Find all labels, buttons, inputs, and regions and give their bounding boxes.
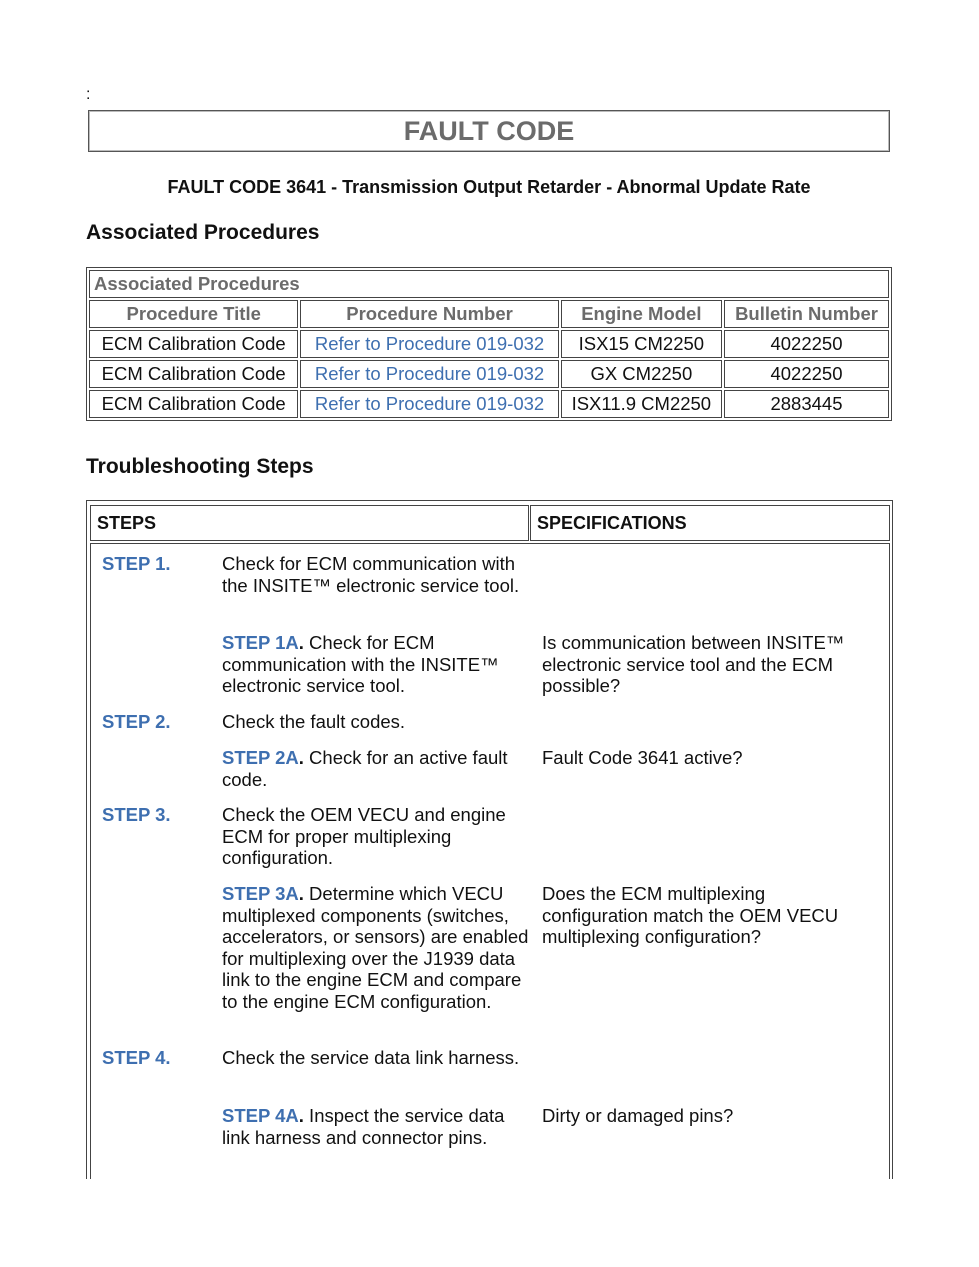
procedure-title-cell: ECM Calibration Code — [89, 330, 298, 358]
table-caption: Associated Procedures — [89, 270, 889, 298]
specifications-column-header: SPECIFICATIONS — [530, 505, 890, 541]
table-row — [89, 390, 889, 418]
step-3a-text: Determine which VECU multiplexed components (switches, accelerators, or sensors) are enabled for multiplexing over the J1939 data link to the engine ECM and compare to the engine ECM configuration. — [222, 883, 529, 1012]
engine-model-cell: GX CM2250 — [561, 360, 722, 388]
step-1a-spec: Is communication between INSITE™ electronic service tool and the ECM possible? — [542, 632, 845, 697]
step-4a: STEP 4A. Inspect the service data link harness and connector pins. — [222, 1105, 505, 1148]
step-3a-spec: Does the ECM multiplexing configuration match the OEM VECU multiplexing configuration? — [542, 883, 839, 948]
step-4a-text: Inspect the service data link harness and connector pins. — [222, 1105, 505, 1148]
bulletin-number-cell: 4022250 — [724, 360, 889, 388]
step-3-label: STEP 3. — [102, 804, 171, 825]
fault-code-banner: FAULT CODE — [88, 110, 890, 152]
procedure-title-cell: ECM Calibration Code — [89, 360, 298, 388]
step-1-label: STEP 1. — [102, 553, 171, 574]
troubleshooting-table — [86, 500, 893, 1179]
step-1-text: Check for ECM communication with the INSITE™ electronic service tool. — [222, 553, 520, 596]
step-2-text: Check the fault codes. — [222, 711, 406, 732]
table-row — [89, 330, 889, 358]
step-4a-spec: Dirty or damaged pins? — [542, 1105, 734, 1126]
procedure-title-cell: ECM Calibration Code — [89, 390, 298, 418]
column-header-engine-model: Engine Model — [561, 300, 722, 328]
column-header-procedure-number: Procedure Number — [300, 300, 558, 328]
step-1a-text: Check for ECM communication with the INSITE™ electronic service tool. — [222, 632, 499, 697]
step-3a-label: STEP 3A — [222, 883, 299, 904]
step-4a-label: STEP 4A — [222, 1105, 299, 1126]
step-1a-label: STEP 1A — [222, 632, 299, 653]
steps-body — [90, 543, 890, 1179]
associated-procedures-heading: Associated Procedures — [86, 221, 320, 244]
procedure-link[interactable]: Refer to Procedure 019-032 — [300, 360, 558, 388]
steps-column-header: STEPS — [90, 505, 529, 541]
fault-code-title: FAULT CODE 3641 - Transmission Output Retarder - Abnormal Update Rate — [167, 177, 811, 197]
leading-mark: : — [86, 86, 91, 103]
troubleshooting-heading: Troubleshooting Steps — [86, 455, 314, 478]
column-header-bulletin-number: Bulletin Number — [724, 300, 889, 328]
step-4-label: STEP 4. — [102, 1047, 171, 1068]
procedure-link[interactable]: Refer to Procedure 019-032 — [300, 390, 558, 418]
engine-model-cell: ISX15 CM2250 — [561, 330, 722, 358]
step-2a: STEP 2A. Check for an active fault code. — [222, 747, 508, 790]
engine-model-cell: ISX11.9 CM2250 — [561, 390, 722, 418]
bulletin-number-cell: 4022250 — [724, 330, 889, 358]
table-row — [89, 360, 889, 388]
step-2a-label: STEP 2A — [222, 747, 299, 768]
step-3a: STEP 3A. Determine which VECU multiplexed components (switches, accelerators, or sensors) are enabled for multiplexing over the J1939 data link to the engine ECM and compare to the engine ECM configuration. — [222, 883, 529, 1012]
step-2-label: STEP 2. — [102, 711, 171, 732]
procedure-link[interactable]: Refer to Procedure 019-032 — [300, 330, 558, 358]
step-1a: STEP 1A. Check for ECM communication with the INSITE™ electronic service tool. — [222, 632, 499, 697]
step-3-text: Check the OEM VECU and engine ECM for proper multiplexing configuration. — [222, 804, 506, 869]
column-header-procedure-title: Procedure Title — [89, 300, 298, 328]
step-2a-text: Check for an active fault code. — [222, 747, 508, 790]
associated-procedures-table — [86, 267, 892, 421]
step-2a-spec: Fault Code 3641 active? — [542, 747, 743, 768]
step-4-text: Check the service data link harness. — [222, 1047, 520, 1068]
bulletin-number-cell: 2883445 — [724, 390, 889, 418]
